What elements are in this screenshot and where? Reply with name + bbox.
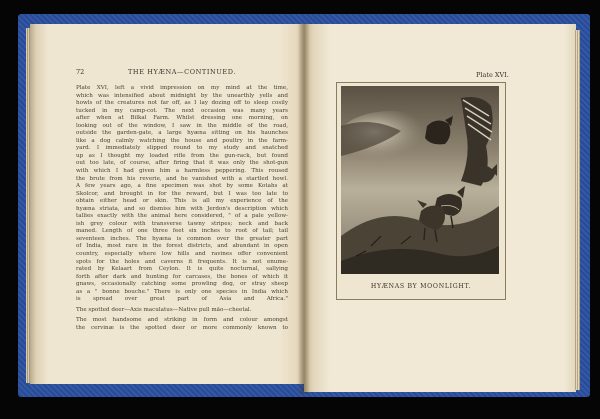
text-line: seventeen inches. The hyæna is common over the greater part <box>76 235 288 242</box>
text-line: the cervinæ is the spotted deer or more commonly known to <box>76 324 288 331</box>
text-line: tucked in my camp-cot. The next occasion was many years <box>76 107 288 114</box>
text-line: forth after dark and hunting for carcases, the bones of which it <box>76 273 288 280</box>
text-line: up as I thought my loaded rifle from the gun-rack, but found <box>76 152 288 159</box>
text-line: obtain either head or skin. This is all my experience of the <box>76 198 288 205</box>
plate-caption: HYÆNAS BY MOONLIGHT. <box>370 283 472 290</box>
text-line: Plate XVI, left a vivid impression on my mind at the time, <box>76 85 288 91</box>
text-line: out too late, of course, after firing that it was only the shot-gun <box>76 160 288 167</box>
running-head: THE HYÆNA—CONTINUED. <box>127 68 236 76</box>
continuation-text <box>76 317 288 332</box>
text-line: The most handsome and striking in form and colour amongst <box>76 317 288 324</box>
text-line: as a " bonne bouche." There is only one species in India which <box>76 288 288 295</box>
text-line: howls of the creatures not far off, as I lay dozing off to sleep cosily <box>76 100 288 107</box>
text-line: is spread over great part of Asia and Africa." <box>76 296 288 303</box>
text-line: tallies exactly with the animal here considered, " of a pale yellow- <box>76 213 288 220</box>
hyaenas-moonlight-illustration <box>341 86 499 274</box>
book-gutter <box>298 24 310 394</box>
text-line: A few years ago, a fine specimen was shot by some Kotahs at <box>76 183 288 190</box>
text-line: Skolcor, and brought in for the reward, but I was too late to <box>76 190 288 197</box>
text-line: yard. I immediately slipped round to my study and snatched <box>76 145 288 152</box>
text-line: ish grey colour with transverse tawny stripes; neck and back <box>76 220 288 227</box>
text-line: after when at Bilkal Farm. Whilst dressing one morning, on <box>76 115 288 122</box>
page-number: 72 <box>76 68 85 76</box>
body-text <box>76 85 288 304</box>
right-page-edges <box>574 30 580 390</box>
left-page-body <box>76 85 288 333</box>
text-line: spots for the holes and caverns it frequents. It is not enume- <box>76 258 288 265</box>
text-line: country, especially where low hills and ravines offer convenient <box>76 251 288 258</box>
text-line: rated by Kelaart from Ceylon. It is quite nocturnal, sallying <box>76 266 288 273</box>
left-page-header <box>76 68 288 78</box>
text-line: the brute from his reverie, and he vanished with a startled howl. <box>76 175 288 182</box>
text-line: looking out of the window, I saw in the middle of the road, <box>76 122 288 129</box>
text-line: which was intensified about midnight by the unearthly yells and <box>76 92 288 99</box>
text-line: of India, most rare in the forest districts, and abundant in open <box>76 243 288 250</box>
text-line: like a dog calmly watching the house and poultry in the farm- <box>76 137 288 144</box>
text-line: gnaws, occasionally catching some prowling dog, or stray sheep <box>76 281 288 288</box>
text-line: outside the garden-gate, a large hyæna sitting on his haunches <box>76 130 288 137</box>
text-line: with which I had given him a harmless peppering. This roused <box>76 168 288 175</box>
plate-label: Plate XVI. <box>476 71 509 79</box>
text-line: maned. Length of one three feet six inches to root of tail; tail <box>76 228 288 235</box>
subheading: The spotted deer—Axis maculatus—Native pull māo—cheetal. <box>76 306 252 313</box>
text-line: hyæna striata, and so dismiss him with Jerdon's description which <box>76 205 288 212</box>
plate-photograph <box>341 86 499 274</box>
